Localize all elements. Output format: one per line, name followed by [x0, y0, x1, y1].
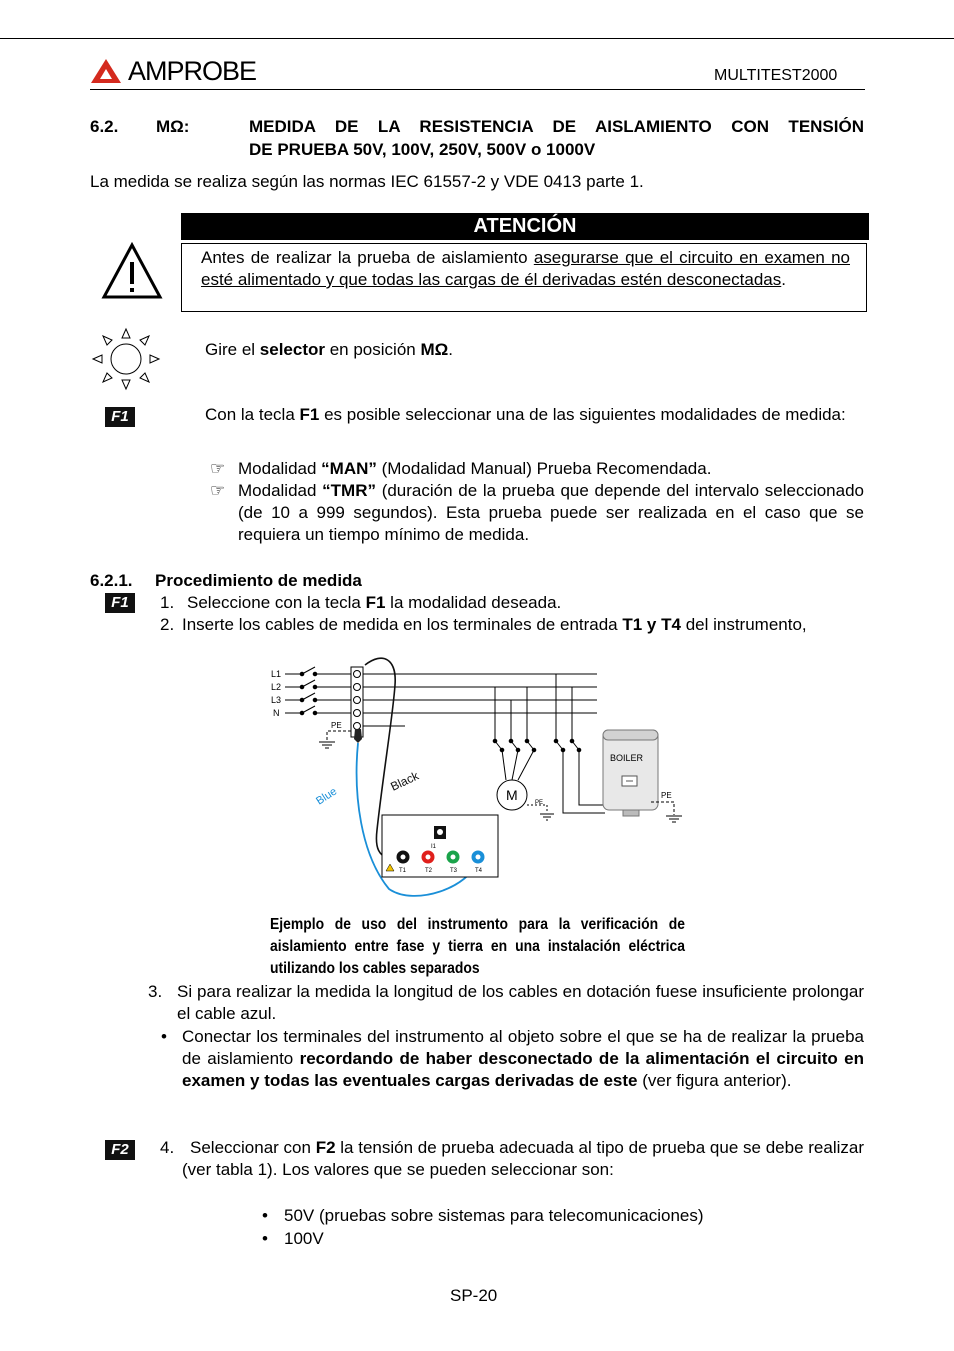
label-pe: PE [331, 721, 342, 730]
step4-number: 4. [160, 1138, 175, 1157]
f1-key-icon: F1 [105, 407, 135, 427]
voltage-option: 50V (pruebas sobre sistemas para telecomunicaciones) [284, 1206, 704, 1225]
warning-title: ATENCIÓN [181, 213, 869, 240]
label-i1: I1 [431, 844, 437, 850]
section-title-line2: DE PRUEBA 50V, 100V, 250V, 500V o 1000V [249, 140, 596, 159]
section-symbol: MΩ: [156, 117, 190, 136]
header-rule [90, 89, 865, 90]
bullet-dot: • [262, 1206, 268, 1225]
warning-triangle-icon [101, 242, 163, 300]
boiler-symbol [603, 730, 658, 810]
label-t4: T4 [475, 868, 483, 874]
label-motor: M [506, 787, 518, 803]
label-black: Black [388, 768, 421, 794]
selector-sun-icon [91, 327, 161, 391]
step3-number: 3. [148, 982, 163, 1001]
label-l3: L3 [271, 695, 282, 705]
step4-text: Seleccionar con F2 la tensión de prueba adecuada al tipo de prueba que se debe realizar (ver tabla 1). Los valores que se pueden seleccionar son: [182, 1138, 864, 1179]
intro-text: La medida se realiza según las normas IEC 61557-2 y VDE 0413 parte 1. [90, 172, 644, 191]
step2-text: Inserte los cables de medida en los terminales de entrada T1 y T4 del instrumento, [182, 615, 807, 634]
model-name: MULTITEST2000 [714, 67, 838, 84]
step1-text: Seleccione con la tecla F1 la modalidad deseada. [187, 593, 562, 612]
top-rule [0, 38, 954, 39]
amprobe-logo-icon [90, 58, 122, 84]
label-boiler: BOILER [610, 753, 644, 763]
warning-text [201, 247, 850, 291]
bullet-dot: • [161, 1027, 167, 1046]
label-t1: T1 [399, 868, 407, 874]
label-l2: L2 [271, 682, 282, 692]
label-blue: Blue [314, 785, 340, 808]
label-t3: T3 [450, 868, 458, 874]
f2-key-icon: F2 [105, 1140, 135, 1160]
wiring-diagram [265, 655, 705, 900]
page-number: SP-20 [450, 1286, 498, 1305]
warning-text-end: . [781, 270, 786, 289]
label-pe: PE [661, 791, 672, 800]
warning-text-plain: Antes de realizar la prueba de aislamiento [201, 248, 534, 267]
connect-instructions: Conectar los terminales del instrumento al objeto sobre el que se ha de realizar la prueba de aislamiento recordando de haber desconectado de la alimentación el circuito en examen y todas las eventuales cargas derivadas de este (ver figura anterior). [182, 1027, 864, 1090]
selector-instruction: Gire el selector en posición MΩ. [205, 340, 453, 359]
label-n: N [273, 708, 280, 718]
pointing-hand-icon: ☞ [210, 481, 226, 500]
brand-name: AMPROBE [128, 56, 257, 86]
f1-intro-text: Con la tecla F1 es posible seleccionar una de las siguientes modalidades de medida: [205, 405, 846, 424]
f1-key-icon: F1 [105, 593, 135, 613]
section-title-line1: MEDIDA DE LA RESISTENCIA DE AISLAMIENTO CON TENSIÓN [249, 117, 864, 136]
procedure-title: Procedimiento de medida [155, 571, 362, 590]
mode-tmr: Modalidad “TMR” (duración de la prueba que depende del intervalo seleccionado (de 10 a 999 segundos). Esta prueba puede ser realizada en el caso que se requiera un tiempo mínimo de medida. [238, 481, 864, 544]
pointing-hand-icon: ☞ [210, 459, 226, 478]
bullet-dot: • [262, 1229, 268, 1248]
step2-number: 2. [160, 615, 175, 634]
label-t2: T2 [425, 868, 433, 874]
figure-caption: Ejemplo de uso del instrumento para la verificación de aislamiento entre fase y tierra en una instalación eléctrica utilizando los cables separados [270, 916, 685, 977]
voltage-option: 100V [284, 1229, 324, 1248]
label-l1: L1 [271, 669, 282, 679]
label-pe: PE [535, 800, 544, 806]
procedure-number: 6.2.1. [90, 571, 133, 590]
section-number: 6.2. [90, 117, 119, 136]
warning-text-underlined: asegurarse que el circuito en examen no esté alimentado y que todas las cargas de él derivadas estén desconectadas [201, 248, 850, 289]
step1-number: 1. [160, 593, 175, 612]
mode-man: Modalidad “MAN” (Modalidad Manual) Prueba Recomendada. [238, 459, 712, 478]
step3-text: Si para realizar la medida la longitud de los cables en dotación fuese insuficiente prolongar el cable azul. [177, 982, 864, 1023]
